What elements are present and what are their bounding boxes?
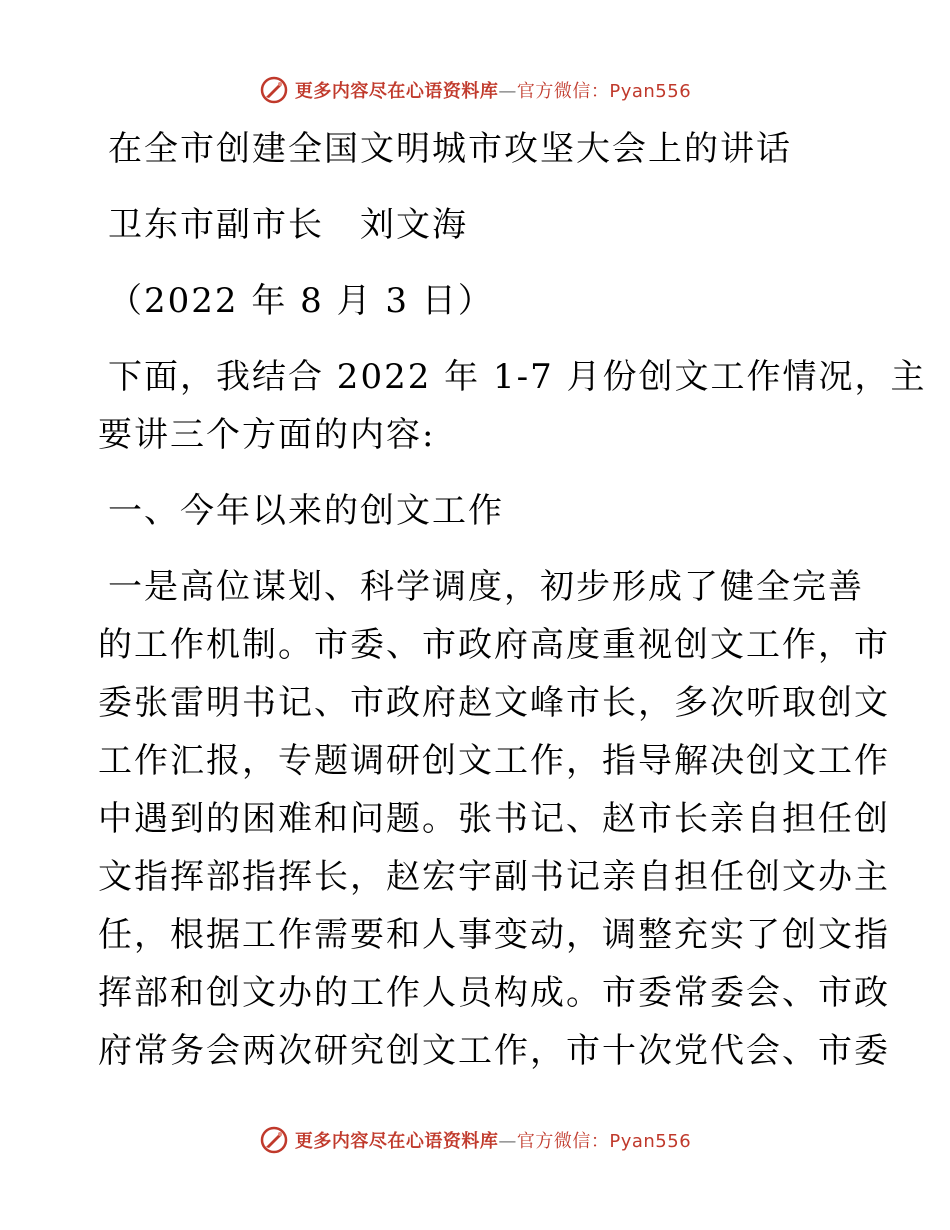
intro-line: 下面，我结合 2022 年 1-7 月份创文工作情况，主 — [108, 357, 927, 397]
banner-wechat-id: Pyan556 — [609, 1131, 692, 1152]
header-banner — [0, 70, 950, 110]
document-title: 在全市创建全国文明城市攻坚大会上的讲话 — [108, 129, 792, 169]
banner-wechat-label: 官方微信： — [516, 81, 610, 102]
body-line: 文指挥部指挥长，赵宏宇副书记亲自担任创文办主 — [98, 857, 890, 897]
body-line: 的工作机制。市委、市政府高度重视创文工作，市 — [98, 625, 890, 665]
banner-text — [295, 1127, 691, 1153]
banner-wechat-id: Pyan556 — [609, 81, 692, 102]
body-line: 一是高位谋划、科学调度，初步形成了健全完善 — [108, 567, 864, 607]
quill-logo-icon — [259, 1125, 289, 1155]
banner-dash: — — [498, 81, 517, 102]
footer-banner — [0, 1120, 950, 1160]
body-line: 委张雷明书记、市政府赵文峰市长，多次听取创文 — [98, 683, 890, 723]
banner-dash: — — [498, 1131, 517, 1152]
banner-wechat-label: 官方微信： — [516, 1131, 610, 1152]
document-author: 卫东市副市长 刘文海 — [108, 205, 468, 245]
banner-text — [295, 77, 691, 103]
banner-main-text: 更多内容尽在心语资料库 — [294, 1131, 499, 1152]
body-line: 工作汇报，专题调研创文工作，指导解决创文工作 — [98, 741, 890, 781]
body-line: 中遇到的困难和问题。张书记、赵市长亲自担任创 — [98, 799, 890, 839]
quill-logo-icon — [259, 75, 289, 105]
document-body — [98, 120, 927, 1080]
intro-line: 要讲三个方面的内容: — [98, 415, 436, 455]
banner-main-text: 更多内容尽在心语资料库 — [294, 81, 499, 102]
section-heading: 一、今年以来的创文工作 — [108, 491, 504, 531]
body-line: 府常务会两次研究创文工作，市十次党代会、市委 — [98, 1031, 890, 1071]
body-line: 任，根据工作需要和人事变动，调整充实了创文指 — [98, 915, 890, 955]
body-line: 挥部和创文办的工作人员构成。市委常委会、市政 — [98, 973, 890, 1013]
document-date: （2022 年 8 月 3 日） — [108, 281, 494, 321]
